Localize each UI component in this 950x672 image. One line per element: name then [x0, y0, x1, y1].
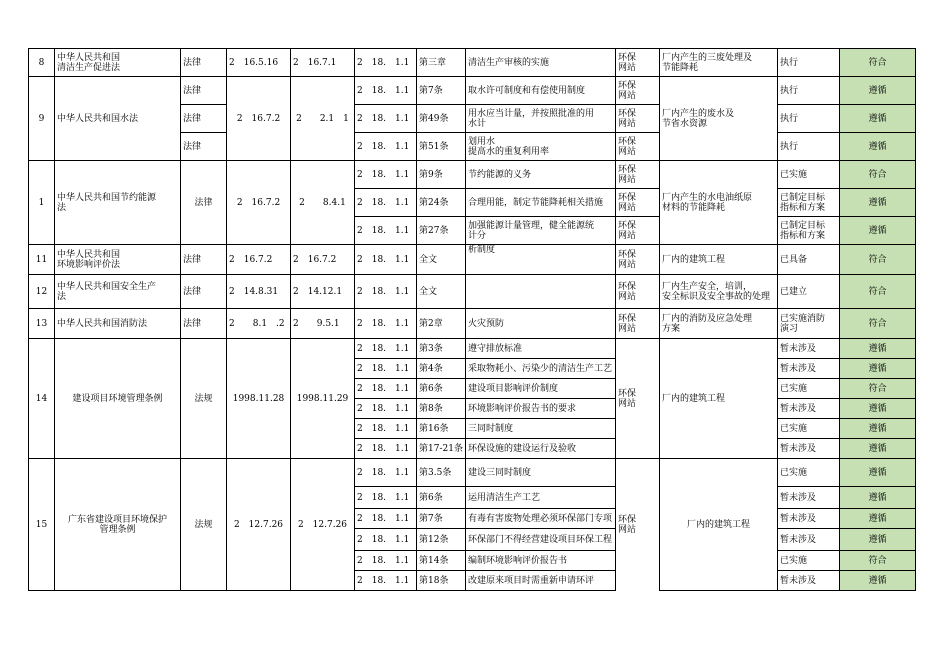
clause: 第6条	[417, 379, 466, 399]
review-date: 2 18. 1.1	[355, 551, 417, 571]
clause-content: 取水许可制度和有偿使用制度	[465, 77, 615, 105]
clause: 第14条	[417, 551, 466, 571]
execution: 已具备	[777, 245, 839, 275]
execution: 执行	[777, 49, 839, 77]
review-date: 2 18. 1.1	[355, 459, 417, 487]
review-date: 2 18. 1.1	[355, 161, 417, 189]
execution: 已实施	[777, 419, 839, 439]
clause: 第24条	[417, 189, 466, 217]
status-cell: 符合	[839, 245, 915, 275]
law-type: 法律	[181, 49, 227, 77]
table-row	[29, 245, 916, 275]
row-number: 13	[29, 309, 55, 339]
clause-content: 加强能源计量管理，健全能源统 计分	[465, 217, 615, 245]
publish-date: 2 16.5.16	[227, 49, 291, 77]
clause: 第6条	[417, 487, 466, 509]
execution: 暂未涉及	[777, 359, 839, 379]
clause: 第2章	[417, 309, 466, 339]
publish-date: 1998.11.28	[227, 339, 291, 459]
clause-content: 运用清洁生产工艺	[465, 487, 615, 509]
clause-content: 环境影响评价报告书的要求	[465, 399, 615, 419]
review-date: 2 18. 1.1	[355, 571, 417, 591]
status-cell: 遵循	[839, 459, 915, 487]
effective-date: 2 14.12.1	[291, 275, 355, 309]
clause-content: 清洁生产审核的实施	[465, 49, 615, 77]
table-row	[29, 275, 916, 309]
row-number: 14	[29, 339, 55, 459]
clause-content: 建设项目影响评价制度	[465, 379, 615, 399]
status-cell: 符合	[839, 551, 915, 571]
execution: 暂未涉及	[777, 399, 839, 419]
publish-date: 2 16.7.2	[227, 245, 291, 275]
row-number: 8	[29, 49, 55, 77]
execution: 已建立	[777, 275, 839, 309]
clause: 第4条	[417, 359, 466, 379]
review-date: 2 18. 1.1	[355, 509, 417, 529]
review-date: 2 18. 1.1	[355, 399, 417, 419]
clause-content: 遵守排放标准	[465, 339, 615, 359]
law-name: 中华人民共和国 清洁生产促进法	[55, 49, 181, 77]
status-cell: 符合	[839, 379, 915, 399]
review-date: 2 18. 1.1	[355, 359, 417, 379]
clause-content: 三同时制度	[465, 419, 615, 439]
regulation-table	[28, 48, 916, 591]
clause: 全文	[417, 245, 466, 275]
review-date: 2 18. 1.1	[355, 419, 417, 439]
clause: 第12条	[417, 529, 466, 551]
law-type: 法律	[181, 105, 227, 133]
status-cell: 遵循	[839, 487, 915, 509]
law-type: 法律	[181, 309, 227, 339]
law-type: 法规	[181, 339, 227, 459]
clause-content	[465, 275, 615, 309]
review-date: 2 18. 1.1	[355, 217, 417, 245]
clause: 第27条	[417, 217, 466, 245]
review-date: 2 18. 1.1	[355, 49, 417, 77]
law-type: 法律	[181, 161, 227, 245]
source: 环保 网站	[615, 245, 659, 275]
clause: 第18条	[417, 571, 466, 591]
table-row	[29, 49, 916, 77]
publish-date: 2 14.8.31	[227, 275, 291, 309]
publish-date: 2 12.7.26	[227, 459, 291, 591]
scope: 厂内产生的三废处理及 节能降耗	[659, 49, 777, 77]
scope: 厂内的建筑工程	[659, 245, 777, 275]
row-number: 9	[29, 77, 55, 161]
source: 环保 网站	[615, 459, 659, 591]
clause-content: 用水应当计量，并按照批准的用 水计	[465, 105, 615, 133]
review-date: 2 18. 1.1	[355, 133, 417, 161]
status-cell: 符合	[839, 161, 915, 189]
status-cell: 符合	[839, 275, 915, 309]
status-cell: 遵循	[839, 439, 915, 459]
clause-content: 采取物耗小、污染少的清洁生产工艺	[465, 359, 615, 379]
clause-content: 火灾预防	[465, 309, 615, 339]
effective-date: 2 16.7.2	[291, 245, 355, 275]
law-name: 中华人民共和国节约能源 法	[55, 161, 181, 245]
table-row	[29, 459, 916, 487]
clause: 第三章	[417, 49, 466, 77]
source: 环保 网站	[615, 105, 659, 133]
review-date: 2 18. 1.1	[355, 189, 417, 217]
source: 环保 网站	[615, 309, 659, 339]
execution: 暂未涉及	[777, 571, 839, 591]
review-date: 2 18. 1.1	[355, 339, 417, 359]
clause: 第8条	[417, 399, 466, 419]
source: 环保 网站	[615, 77, 659, 105]
execution: 暂未涉及	[777, 487, 839, 509]
law-name: 中华人民共和国安全生产 法	[55, 275, 181, 309]
execution: 暂未涉及	[777, 529, 839, 551]
execution: 已制定目标 指标和方案	[777, 217, 839, 245]
clause: 全文	[417, 275, 466, 309]
clause: 第7条	[417, 509, 466, 529]
effective-date: 2 12.7.26	[291, 459, 355, 591]
law-type: 法律	[181, 77, 227, 105]
source: 环保 网站	[615, 339, 659, 459]
row-number: 1	[29, 161, 55, 245]
row-number: 15	[29, 459, 55, 591]
table-row	[29, 77, 916, 105]
review-date: 2 18. 1.1	[355, 245, 417, 275]
status-cell: 遵循	[839, 217, 915, 245]
effective-date: 2 16.7.1	[291, 49, 355, 77]
review-date: 2 18. 1.1	[355, 439, 417, 459]
execution: 执行	[777, 77, 839, 105]
review-date: 2 18. 1.1	[355, 487, 417, 509]
law-name: 中华人民共和国 环境影响评价法	[55, 245, 181, 275]
review-date: 2 18. 1.1	[355, 309, 417, 339]
execution: 暂未涉及	[777, 509, 839, 529]
row-number: 12	[29, 275, 55, 309]
status-cell: 遵循	[839, 77, 915, 105]
execution: 已实施	[777, 161, 839, 189]
status-cell: 遵循	[839, 571, 915, 591]
status-cell: 遵循	[839, 133, 915, 161]
law-name: 建设项目环境管理条例	[55, 339, 181, 459]
clause: 第51条	[417, 133, 466, 161]
execution: 暂未涉及	[777, 339, 839, 359]
effective-date: 2 8.4.1	[291, 161, 355, 245]
status-cell: 符合	[839, 309, 915, 339]
effective-date: 2 9.5.1	[291, 309, 355, 339]
table-row	[29, 309, 916, 339]
publish-date: 2 16.7.2	[227, 161, 291, 245]
execution: 已实施	[777, 379, 839, 399]
clause: 第17-21条	[417, 439, 466, 459]
law-name: 中华人民共和国消防法	[55, 309, 181, 339]
source: 环保 网站	[615, 49, 659, 77]
execution: 已实施消防 演习	[777, 309, 839, 339]
review-date: 2 18. 1.1	[355, 379, 417, 399]
clause-content: 合理用能，制定节能降耗相关措施	[465, 189, 615, 217]
source: 环保 网站	[615, 133, 659, 161]
law-type: 法律	[181, 275, 227, 309]
clause-content: 改建原来项目时需重新申请环评	[465, 571, 615, 591]
law-type: 法律	[181, 133, 227, 161]
law-type: 法律	[181, 245, 227, 275]
scope: 厂内产生的废水及 节省水资源	[659, 77, 777, 161]
status-cell: 遵循	[839, 419, 915, 439]
scope: 厂内生产安全，培训， 安全标识及安全事故的处理	[659, 275, 777, 309]
review-date: 2 18. 1.1	[355, 275, 417, 309]
review-date: 2 18. 1.1	[355, 529, 417, 551]
status-cell: 遵循	[839, 529, 915, 551]
scope: 厂内的消防及应急处理 方案	[659, 309, 777, 339]
status-cell: 遵循	[839, 399, 915, 419]
execution: 已实施	[777, 551, 839, 571]
status-cell: 遵循	[839, 359, 915, 379]
review-date: 2 18. 1.1	[355, 77, 417, 105]
clause-content: 环保设施的建设运行及验收	[465, 439, 615, 459]
status-cell: 遵循	[839, 339, 915, 359]
clause: 第3.5条	[417, 459, 466, 487]
publish-date: 2 16.7.2	[227, 77, 291, 161]
execution: 已制定目标 指标和方案	[777, 189, 839, 217]
source: 环保 网站	[615, 217, 659, 245]
clause-content: 节约能源的义务	[465, 161, 615, 189]
clause: 第16条	[417, 419, 466, 439]
scope: 厂内产生的水电油纸原 材料的节能降耗	[659, 161, 777, 245]
effective-date: 2 2.1 1	[291, 77, 355, 161]
source: 环保 网站	[615, 161, 659, 189]
source: 环保 网站	[615, 189, 659, 217]
table-row	[29, 161, 916, 189]
effective-date: 1998.11.29	[291, 339, 355, 459]
row-number: 11	[29, 245, 55, 275]
law-name: 广东省建设项目环境保护 管理条例	[55, 459, 181, 591]
clause: 第7条	[417, 77, 466, 105]
status-cell: 遵循	[839, 509, 915, 529]
clause: 第49条	[417, 105, 466, 133]
source: 环保 网站	[615, 275, 659, 309]
execution: 暂未涉及	[777, 439, 839, 459]
execution: 已实施	[777, 459, 839, 487]
clause-content: 建设三同时制度	[465, 459, 615, 487]
publish-date: 2 8.1 .2	[227, 309, 291, 339]
clause: 第9条	[417, 161, 466, 189]
clause: 第3条	[417, 339, 466, 359]
clause-content: 析制度	[465, 245, 615, 275]
clause-content: 环保部门不得经营建设项目环保工程	[465, 529, 615, 551]
status-cell: 遵循	[839, 105, 915, 133]
clause-content: 编制环境影响评价报告书	[465, 551, 615, 571]
execution: 执行	[777, 133, 839, 161]
status-cell: 遵循	[839, 189, 915, 217]
execution: 执行	[777, 105, 839, 133]
law-name: 中华人民共和国水法	[55, 77, 181, 161]
clause-content: 有毒有害废物处理必须环保部门专项	[465, 509, 615, 529]
clause-content: 划用水 提高水的重复利用率	[465, 133, 615, 161]
scope: 厂内的建筑工程	[659, 459, 777, 591]
scope: 厂内的建筑工程	[659, 339, 777, 459]
table-row	[29, 339, 916, 359]
status-cell: 符合	[839, 49, 915, 77]
law-type: 法规	[181, 459, 227, 591]
review-date: 2 18. 1.1	[355, 105, 417, 133]
